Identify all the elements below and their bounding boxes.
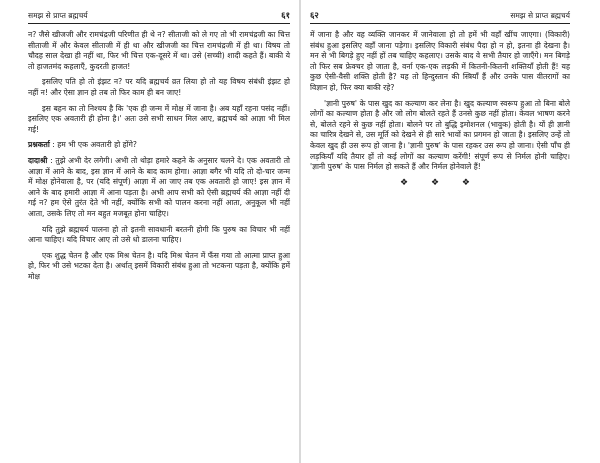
- right-page: [300, 0, 600, 463]
- right-paragraph-2: 'ज्ञानी पुरुष' के पास खुद का कल्याण कर लेना है। खुद कल्याण स्वरूप हुआ तो बिना बोले लोगों का कल्याण होता है और जो लोग बोलते रहते हैं उनसे कुछ नहीं होता। केवल भाषण करने से, बोलते रहने से कुछ नहीं होता। बोलने पर तो बुद्धि इमोशनल (भावुक) होती है। यों ही ज्ञानी का चारित्र देखने से, उस मूर्ति को देखने से ही सारे भावों का प्रगमन हो जाता है। इसलिए उन्हें तो केवल खुद ही उस रूप हो जाना है। 'ज्ञानी पुरुष' के पास रहकर उस रूप हो जाना। ऐसी पाँच ही लड़कियाँ यदि तैयार हों तो कई लोगों का कल्याण करेंगी! संपूर्ण रूप से निर्मल होनी चाहिए। 'ज्ञानी पुरुष' के पास निर्मल हो सकते हैं और निर्मल होनेवाले हैं!: [310, 98, 570, 172]
- question-label: प्रश्नकर्ता: [28, 140, 50, 150]
- left-page-header: [28, 10, 290, 24]
- right-page-number: ६२: [310, 11, 319, 21]
- answer-block: [28, 156, 290, 220]
- left-page-title: समझ से प्राप्त ब्रह्मचर्य: [28, 11, 88, 20]
- question-block: [28, 140, 290, 151]
- answer-label: दादाश्री: [28, 155, 48, 165]
- left-paragraph-2: इसलिए पति हो तो इंझट न? पर यदि ब्रह्मचर्य व्रत लिया हो तो यह विषय संबंधी इंझट हो नहीं न! और ऐसा ज्ञान हो तब तो फिर काम ही बन जाए!: [28, 77, 290, 97]
- right-page-title: समझ से प्राप्त ब्रह्मचर्य: [510, 11, 570, 20]
- question-text: : हम भी एक अवतारी हो होंगे?: [52, 140, 137, 150]
- left-page-number: ६१: [281, 11, 290, 21]
- section-ornament: ❖ ❖ ❖: [400, 177, 480, 188]
- left-closing-paragraph-1: यदि तुझे ब्रह्मचर्य पालना हो तो इतनी सावधानी बरतनी होगी कि पुरुष का विचार भी नहीं आना चाहिए। यदि विचार आए तो उसे धो डालना चाहिए।: [28, 224, 290, 245]
- right-page-header: [310, 10, 570, 24]
- left-closing-paragraph-2: एक शुद्ध चेतन है और एक मिश्र चेतन है। यदि मिश्र चेतन में फँस गया तो आत्मा प्राप्त हुआ हो, फिर भी उसे भटका देता है। अर्थात् इसमें विकारी संबंध हुआ तो भटकना पड़ता है, क्योंकि हमें मोक्ष: [28, 250, 290, 281]
- right-paragraph-1: में जाना है और वह व्यक्ति जानकर में जानेवाला हो तो हमें भी वहाँ खींच जाएगा। (विकारी) संबंध हुआ इसलिए वहाँ जाना पड़ेगा। इसलिए विकारी संबंध पैदा हो न हो, इतना ही देखना है। मन से भी बिगड़े हुए नहीं हों तब चाहिए कहलाए। उसके बाद वे सभी तैयार हो जाएँगे। मन बिगड़े तो फिर सब फ्रेक्चर हो जाता है, वर्ना एक-एक लड़की में कितनी-कितनी शक्तियाँ होती हैं! यह कुछ ऐसी-वैसी शक्ति होती है? यह तो हिन्दुस्तान की स्त्रियाँ हैं और उनके पास वीतरागों का विज्ञान हो, फिर क्या बाकी रहे?: [310, 30, 570, 92]
- answer-text: : तुझे अभी देर लगेगी। अभी तो थोड़ा हमारे कहने के अनुसार चलने दे। एक अवतारी तो आज्ञा में आने के बाद, इस ज्ञान में आने के बाद काम होगा। आज्ञा बगैर भी यदि तो दो-चार जन्म में मोक्ष होनेवाला है, पर (यदि संपूर्ण) आज्ञा में आ जाए तब एक अवतारी हो जाए! इस ज्ञान में आने के बाद हमारी आज्ञा में आना पड़ता है। अभी आप सभी को ऐसी ब्रह्मचर्य की आज्ञा नहीं दी गई न? हम ऐसे तुरंत देते भी नहीं, क्योंकि सभी को पालन करना नहीं आता, अनुकूल भी नहीं आता, उसके लिए तो मन बहुत मजबूत होना चाहिए।: [28, 155, 290, 218]
- left-paragraph-1: न? जैसे खीजजी और रामचंद्रजी परिणीत ही थे न? सीताजी को ले गए तो भी रामचंद्रजी का चित्त सीताजी में और केवल सीताजी में ही था और खीजजी का चित्त रामचंद्रजी में ही था। विषय तो चौदह साल देखा ही नहीं था, फिर भी चित्त एक-दूसरे में था। उसे (सच्ची) शादी कहते हैं। बाकी ये तो हाजतमंद कहलाएँ, कुदरती हाजत!: [28, 30, 290, 71]
- left-paragraph-3: इस बहन का तो निश्चय है कि 'एक ही जन्म में मोक्ष में जाना है। अब यहाँ रहना पसंद नहीं। इसलिए एक अवतारी ही होना है।' अतः उसे सभी साधन मिल आए, ब्रह्मचर्य को आज्ञा भी मिल गई!: [28, 103, 290, 134]
